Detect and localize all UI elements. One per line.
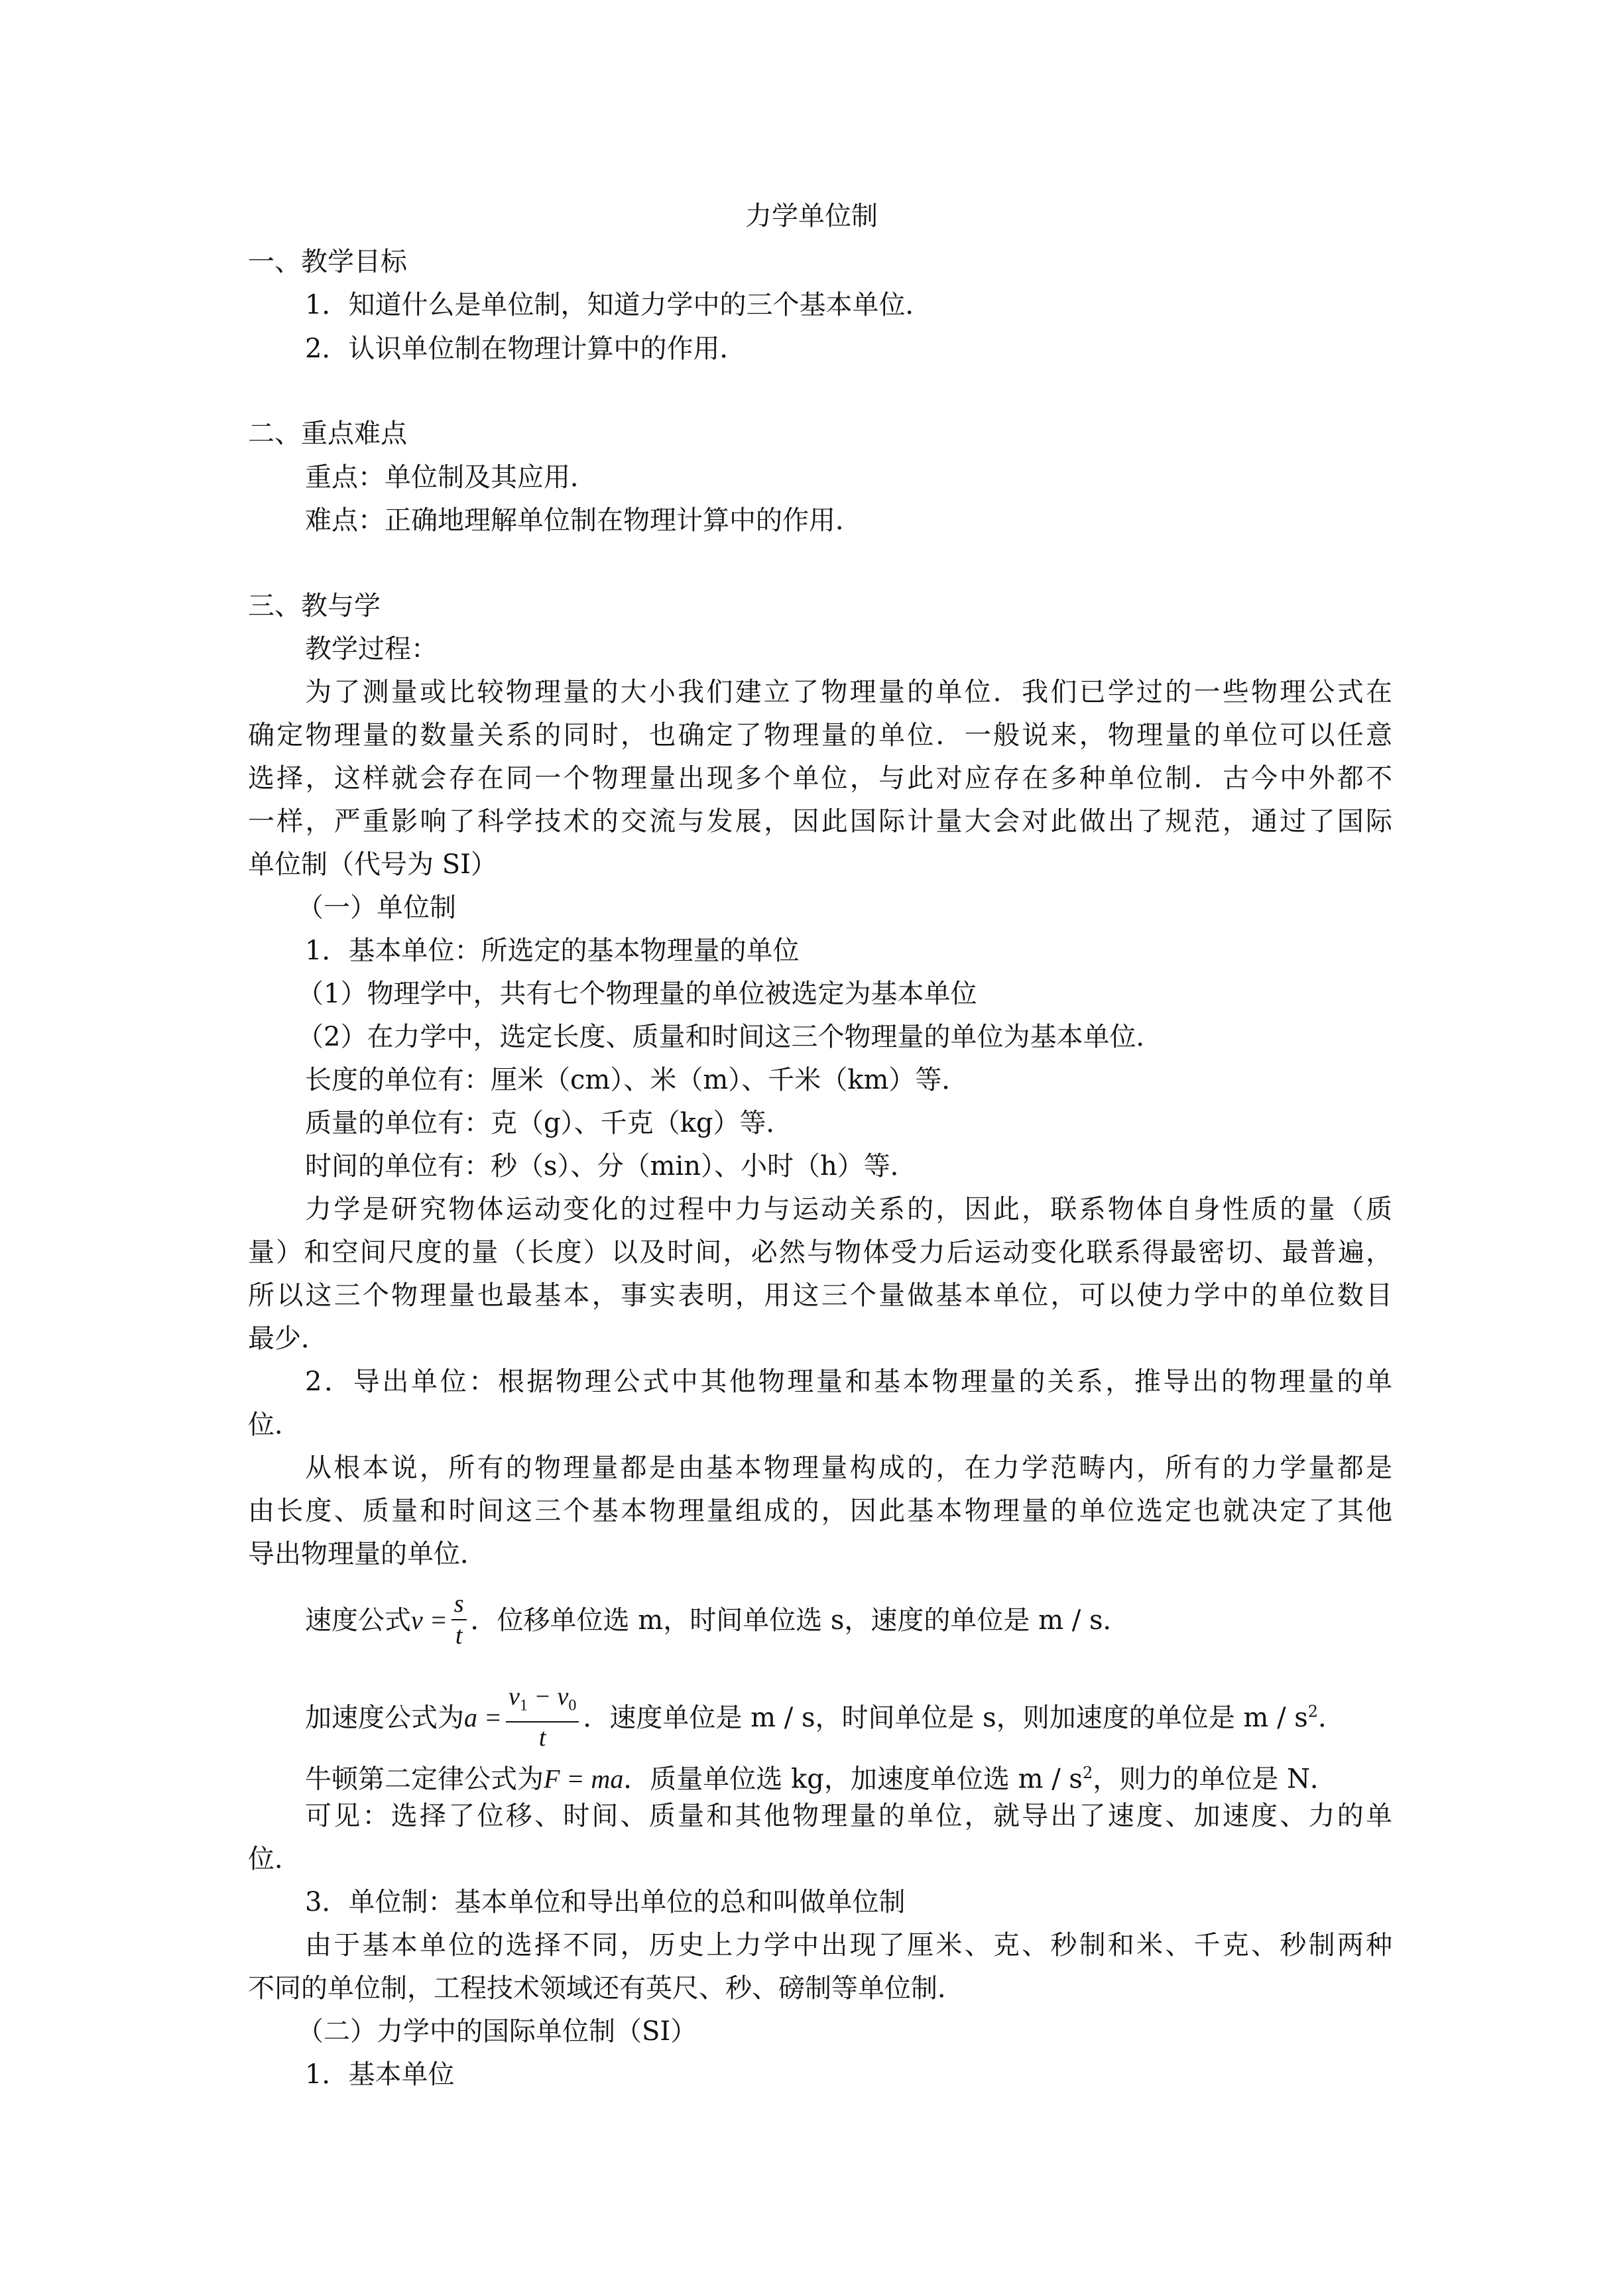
paragraph-line: 单位制（代号为 SI） xyxy=(248,849,497,880)
acceleration-formula-line: 加速度公式为a = $\frac{v_1 - v_0}{t}$ ．速度单位是 m / s，时间单位是 s，则加速度的单位是 m / $s^2$． xyxy=(305,1683,1345,1752)
paragraph-line: 量）和空间尺度的量（长度）以及时间，必然与物体受力后运动变化联系得最密切、最普遍， xyxy=(248,1237,1392,1268)
paragraph-line: 位． xyxy=(248,1410,301,1440)
paragraph-line: 力学是研究物体运动变化的过程中力与运动关系的，因此，联系物体自身性质的量（质 xyxy=(305,1194,1392,1225)
paragraph-line: 导出物理量的单位． xyxy=(248,1539,487,1569)
list-item: 长度的单位有：厘米（cm）、米（m）、千米（km）等． xyxy=(305,1065,969,1095)
paragraph-line: 确定物理量的数量关系的同时，也确定了物理量的单位．一般说来，物理量的单位可以任意 xyxy=(248,720,1392,751)
paragraph-line: 由于基本单位的选择不同，历史上力学中出现了厘米、克、秒制和米、千克、秒制两种 xyxy=(305,1930,1392,1961)
subsection-heading: （二）力学中的国际单位制（SI） xyxy=(297,2016,697,2047)
paragraph-line: 位． xyxy=(248,1844,301,1874)
list-item: 时间的单位有：秒（s）、分（min）、小时（h）等． xyxy=(305,1151,917,1181)
paragraph-line: 不同的单位制，工程技术领域还有英尺、秒、磅制等单位制． xyxy=(248,1973,964,2004)
list-item: 1．基本单位 xyxy=(305,2059,455,2090)
formula-lhs: a = xyxy=(464,1702,502,1732)
difficult-point: 难点：正确地理解单位制在物理计算中的作用． xyxy=(305,505,862,536)
key-point: 重点：单位制及其应用． xyxy=(305,462,597,493)
paragraph-line: 最少． xyxy=(248,1323,328,1354)
formula-lhs: v = xyxy=(411,1605,448,1635)
paragraph-line: 为了测量或比较物理量的大小我们建立了物理量的单位．我们已学过的一些物理公式在 xyxy=(305,677,1392,707)
paragraph-line: 所以这三个物理量也最基本，事实表明，用这三个量做基本单位，可以使力学中的单位数目 xyxy=(248,1280,1392,1311)
list-item: 3．单位制：基本单位和导出单位的总和叫做单位制 xyxy=(305,1887,906,1917)
section-heading-key-points: 二、重点难点 xyxy=(248,418,407,449)
formula: F = ma xyxy=(544,1764,624,1794)
section-heading-teaching: 三、教与学 xyxy=(248,591,381,621)
paragraph-line: 由长度、质量和时间这三个基本物理量组成的，因此基本物理量的单位选定也就决定了其他 xyxy=(248,1496,1392,1526)
velocity-formula-line: 速度公式v = $\frac{s}{t}$ ．位移单位选 m，时间单位选 s，速度的单位是 m / s． xyxy=(305,1590,1130,1650)
paragraph-line: 一样，严重影响了科学技术的交流与发展，因此国际计量大会对此做出了规范，通过了国际 xyxy=(248,806,1392,837)
paragraph-line: 选择，这样就会存在同一个物理量出现多个单位，与此对应存在多种单位制．古今中外都不 xyxy=(248,763,1392,794)
list-item: 质量的单位有：克（g）、千克（kg）等． xyxy=(305,1108,793,1138)
fraction: $\frac{v_1 - v_0}{t}$ xyxy=(506,1681,579,1753)
objective-item: 2．认识单位制在物理计算中的作用． xyxy=(305,333,747,364)
list-item: （1）物理学中，共有七个物理量的单位被选定为基本单位 xyxy=(297,979,977,1009)
newton-law-line: 牛顿第二定律公式为F = ma．质量单位选 kg，加速度单位选 m / $s^2$，则力的单位是 N． xyxy=(305,1764,1337,1795)
list-item: 1．基本单位：所选定的基本物理量的单位 xyxy=(305,936,800,966)
paragraph-line: 2．导出单位：根据物理公式中其他物理量和基本物理量的关系，推导出的物理量的单 xyxy=(305,1366,1392,1397)
paragraph-line: 可见：选择了位移、时间、质量和其他物理量的单位，就导出了速度、加速度、力的单 xyxy=(305,1801,1392,1831)
objective-item: 1．知道什么是单位制，知道力学中的三个基本单位． xyxy=(305,290,932,320)
paragraph-line: 从根本说，所有的物理量都是由基本物理量构成的，在力学范畴内，所有的力学量都是 xyxy=(305,1453,1392,1483)
teaching-process-label: 教学过程： xyxy=(305,634,438,664)
list-item: （2）在力学中，选定长度、质量和时间这三个物理量的单位为基本单位． xyxy=(297,1022,1163,1052)
page-title: 力学单位制 xyxy=(745,201,878,231)
section-heading-objectives: 一、教学目标 xyxy=(248,247,407,277)
fraction: $\frac{s}{t}$ xyxy=(451,1589,467,1651)
subsection-heading: （一）单位制 xyxy=(297,892,456,923)
